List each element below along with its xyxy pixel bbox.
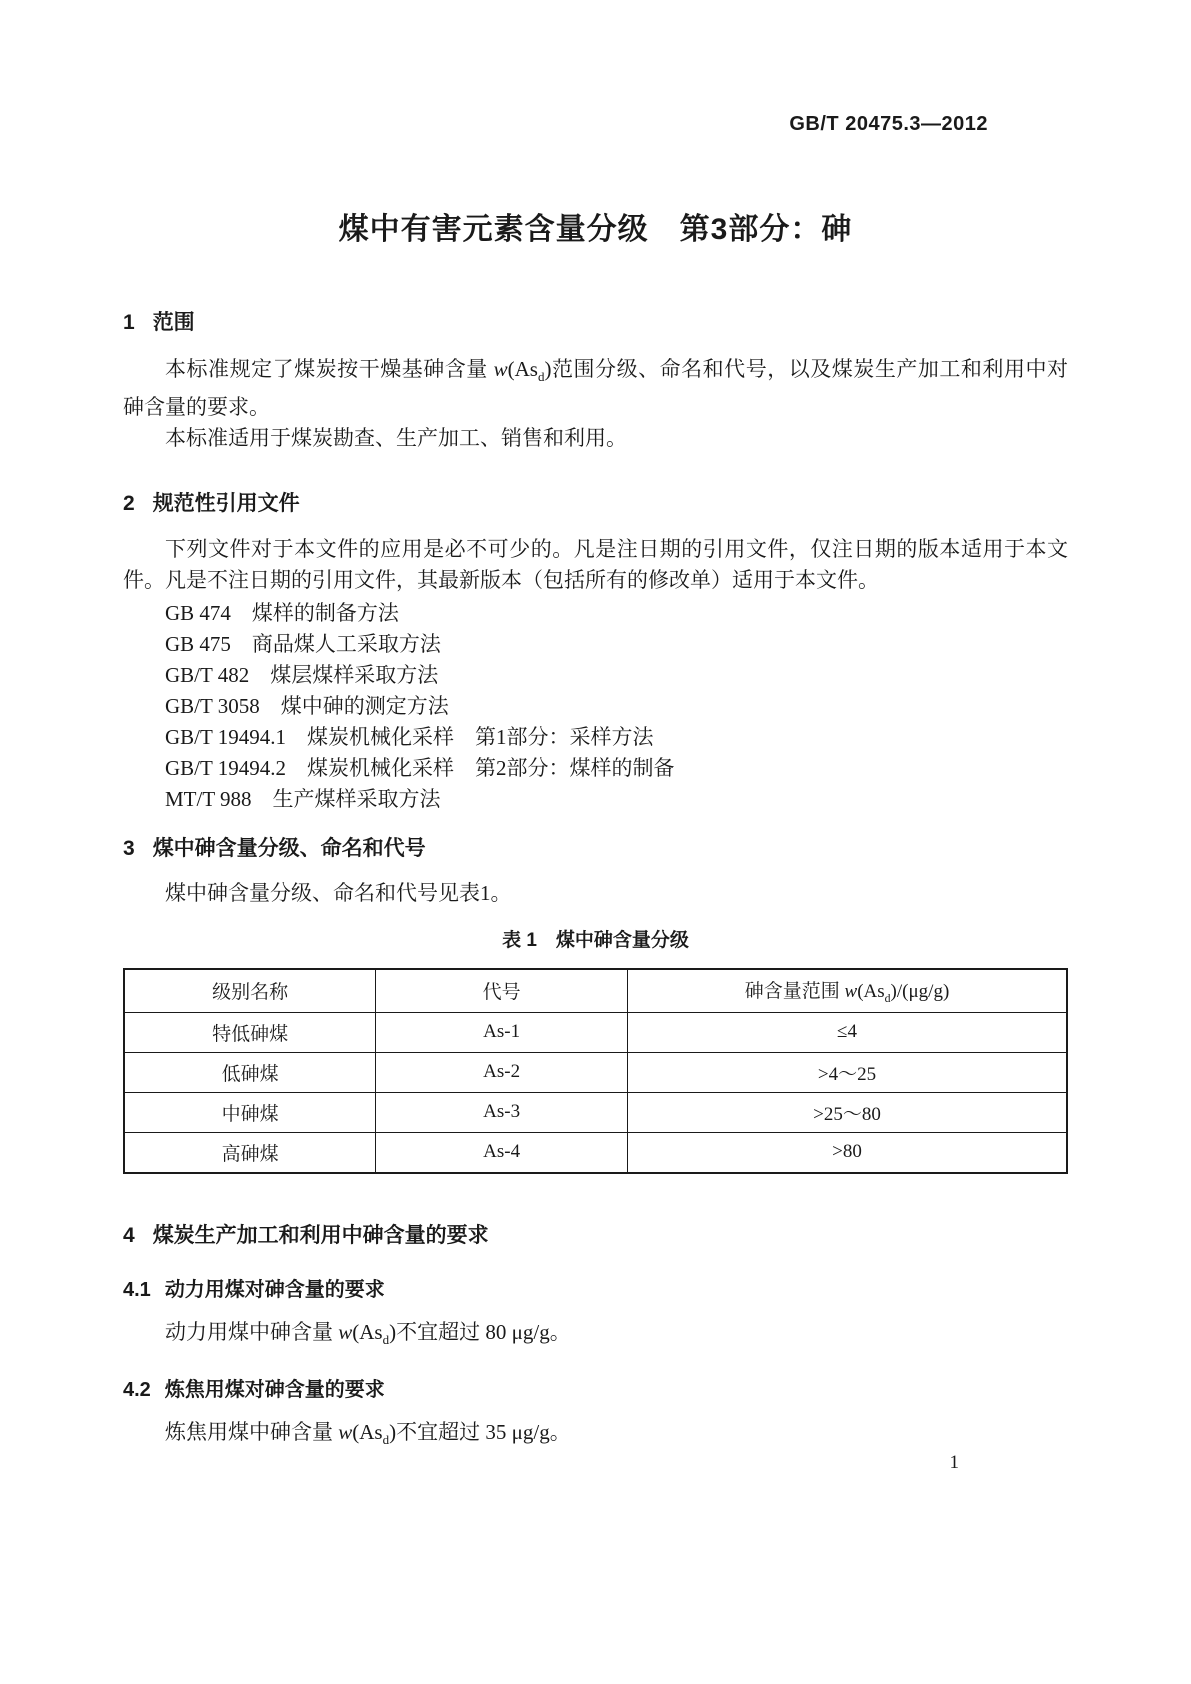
table-row bbox=[124, 1132, 1067, 1173]
cell-arsenic-range: >4～25 bbox=[628, 1052, 1067, 1092]
cell-grade-name: 特低砷煤 bbox=[124, 1012, 376, 1052]
section-4-number: 4 bbox=[123, 1223, 135, 1247]
table-header-row bbox=[124, 969, 1067, 1012]
cell-code: As-1 bbox=[376, 1012, 628, 1052]
text-run: )不宜超过 80 μg/g。 bbox=[389, 1319, 571, 1344]
standard-number: GB/T 20475.3—2012 bbox=[789, 113, 988, 135]
section-3-number: 3 bbox=[123, 836, 135, 860]
math-w-symbol: w bbox=[338, 1420, 353, 1445]
text-run: 本标准规定了煤炭按干燥基砷含量 bbox=[165, 357, 494, 382]
reference-item: MT/T 988 生产煤样采取方法 bbox=[165, 786, 441, 811]
math-w-symbol: w bbox=[338, 1319, 353, 1344]
subsection-4-2-title: 炼焦用煤对砷含量的要求 bbox=[164, 1379, 385, 1402]
section-1-heading bbox=[123, 309, 1068, 336]
section-1-number: 1 bbox=[123, 311, 135, 334]
text-run: )范围分级、命名和代号，以及煤炭生产加工和利用中对砷含量的要求。 bbox=[123, 357, 1069, 420]
subsection-4-1-number: 4.1 bbox=[123, 1278, 151, 1301]
cell-code: As-2 bbox=[376, 1052, 628, 1092]
section-3-title: 煤中砷含量分级、命名和代号 bbox=[152, 836, 426, 860]
text-run: (As bbox=[352, 1420, 383, 1445]
classification-intro: 煤中砷含量分级、命名和代号见表1。 bbox=[165, 881, 512, 906]
cell-grade-name: 低砷煤 bbox=[124, 1052, 376, 1092]
table-row bbox=[124, 1092, 1067, 1132]
subsection-4-2-heading bbox=[123, 1377, 1068, 1403]
section-4-title: 煤炭生产加工和利用中砷含量的要求 bbox=[152, 1223, 489, 1247]
text-run: (As bbox=[507, 357, 538, 382]
section-3-heading bbox=[123, 835, 1068, 862]
col-header-arsenic-range bbox=[628, 969, 1067, 1012]
table-row bbox=[124, 1052, 1067, 1092]
cell-arsenic-range: >80 bbox=[628, 1132, 1067, 1173]
col-header-code: 代号 bbox=[376, 969, 628, 1012]
section-2-number: 2 bbox=[123, 492, 135, 516]
thermal-coal-paragraph bbox=[123, 1317, 1068, 1355]
reference-list bbox=[123, 598, 1068, 815]
subscript-d: d bbox=[382, 1432, 390, 1448]
page-number: 1 bbox=[949, 1452, 959, 1473]
math-w-symbol: w bbox=[844, 980, 858, 1002]
math-w-symbol: w bbox=[493, 357, 508, 382]
cell-grade-name: 高砷煤 bbox=[124, 1132, 376, 1173]
subscript-d: d bbox=[537, 369, 545, 385]
cell-arsenic-range: >25～80 bbox=[628, 1092, 1067, 1132]
subscript-d: d bbox=[884, 991, 891, 1005]
document-title: 煤中有害元素含量分级 第3部分：砷 bbox=[338, 213, 853, 246]
subsection-4-1-heading bbox=[123, 1277, 1068, 1303]
col-header-grade-name: 级别名称 bbox=[124, 969, 376, 1012]
cell-grade-name: 中砷煤 bbox=[124, 1092, 376, 1132]
table-caption: 表 1 煤中砷含量分级 bbox=[502, 930, 689, 952]
section-normative-references bbox=[123, 490, 1068, 814]
coking-coal-paragraph bbox=[123, 1417, 1068, 1455]
text-run: )不宜超过 35 μg/g。 bbox=[389, 1420, 571, 1445]
subscript-d: d bbox=[382, 1332, 390, 1348]
reference-item: GB/T 482 煤层煤样采取方法 bbox=[165, 662, 439, 687]
reference-item: GB/T 19494.2 煤炭机械化采样 第2部分：煤样的制备 bbox=[165, 755, 675, 780]
text-run: (As bbox=[857, 980, 885, 1002]
cell-code: As-4 bbox=[376, 1132, 628, 1173]
text-run: 砷含量范围 bbox=[744, 980, 845, 1002]
text-run: )/(μg/g) bbox=[890, 980, 950, 1002]
section-scope bbox=[123, 309, 1068, 454]
table-row bbox=[124, 1012, 1067, 1052]
references-intro: 下列文件对于本文件的应用是必不可少的。凡是注日期的引用文件，仅注日期的版本适用于本文件。凡是不注日期的引用文件，其最新版本（包括所有的修改单）适用于本文件。 bbox=[123, 536, 1068, 592]
cell-arsenic-range: ≤4 bbox=[628, 1012, 1067, 1052]
section-4-heading bbox=[123, 1222, 1068, 1249]
reference-item: GB/T 3058 煤中砷的测定方法 bbox=[165, 693, 449, 718]
section-1-title: 范围 bbox=[152, 311, 195, 334]
section-2-heading bbox=[123, 490, 1068, 517]
scope-paragraph-2: 本标准适用于煤炭勘查、生产加工、销售和利用。 bbox=[165, 426, 627, 451]
text-run: 动力用煤中砷含量 bbox=[165, 1319, 339, 1344]
scope-paragraph-1 bbox=[123, 354, 1068, 423]
subsection-4-1-title: 动力用煤对砷含量的要求 bbox=[164, 1278, 385, 1301]
section-classification bbox=[123, 835, 1068, 1174]
cell-code: As-3 bbox=[376, 1092, 628, 1132]
section-2-title: 规范性引用文件 bbox=[152, 492, 300, 516]
arsenic-grade-table bbox=[123, 968, 1068, 1174]
text-run: 炼焦用煤中砷含量 bbox=[165, 1420, 339, 1445]
reference-item: GB 475 商品煤人工采取方法 bbox=[165, 631, 441, 656]
reference-item: GB/T 19494.1 煤炭机械化采样 第1部分：采样方法 bbox=[165, 724, 654, 749]
section-requirements bbox=[123, 1222, 1068, 1456]
text-run: (As bbox=[352, 1319, 383, 1344]
reference-item: GB 474 煤样的制备方法 bbox=[165, 600, 399, 625]
subsection-4-2-number: 4.2 bbox=[123, 1379, 151, 1402]
